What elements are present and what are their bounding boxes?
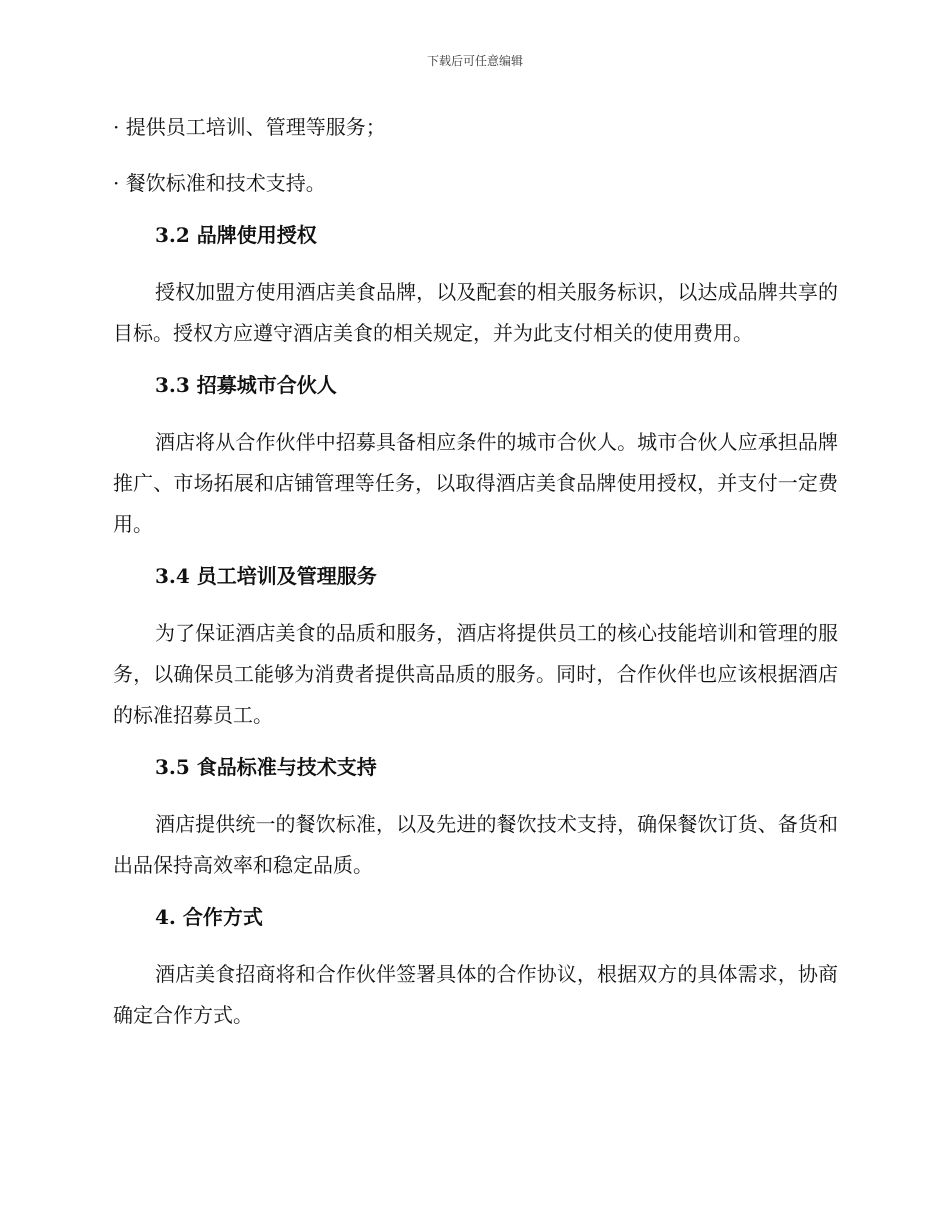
section-paragraph: 酒店美食招商将和合作伙伴签署具体的合作协议，根据双方的具体需求，协商确定合作方式。 — [113, 962, 838, 1027]
bullet-item: · 餐饮标准和技术支持。 — [113, 171, 326, 195]
bullet-item: · 提供员工培训、管理等服务； — [113, 115, 386, 139]
section-paragraph: 为了保证酒店美食的品质和服务，酒店将提供员工的核心技能培训和管理的服务，以确保员工能够为消费者提供高品质的服务。同时，合作伙伴也应该根据酒店的标准招募员工。 — [113, 621, 838, 727]
section-heading: 3.5 食品标准与技术支持 — [155, 755, 377, 779]
section-paragraph: 酒店将从合作伙伴中招募具备相应条件的城市合伙人。城市合伙人应承担品牌推广、市场拓展和店铺管理等任务，以取得酒店美食品牌使用授权，并支付一定费用。 — [113, 430, 838, 536]
section-heading: 3.3 招募城市合伙人 — [155, 373, 337, 397]
section-heading: 3.4 员工培训及管理服务 — [155, 564, 377, 588]
page-header: 下载后可任意编辑 — [426, 54, 523, 68]
section-heading: 3.2 品牌使用授权 — [155, 223, 317, 247]
section-heading: 4. 合作方式 — [155, 905, 263, 929]
section-paragraph: 授权加盟方使用酒店美食品牌，以及配套的相关服务标识，以达成品牌共享的目标。授权方应遵守酒店美食的相关规定，并为此支付相关的使用费用。 — [113, 280, 838, 345]
document-body — [113, 110, 838, 1050]
section-paragraph: 酒店提供统一的餐饮标准，以及先进的餐饮技术支持，确保餐饮订货、备货和出品保持高效率和稳定品质。 — [113, 812, 838, 877]
